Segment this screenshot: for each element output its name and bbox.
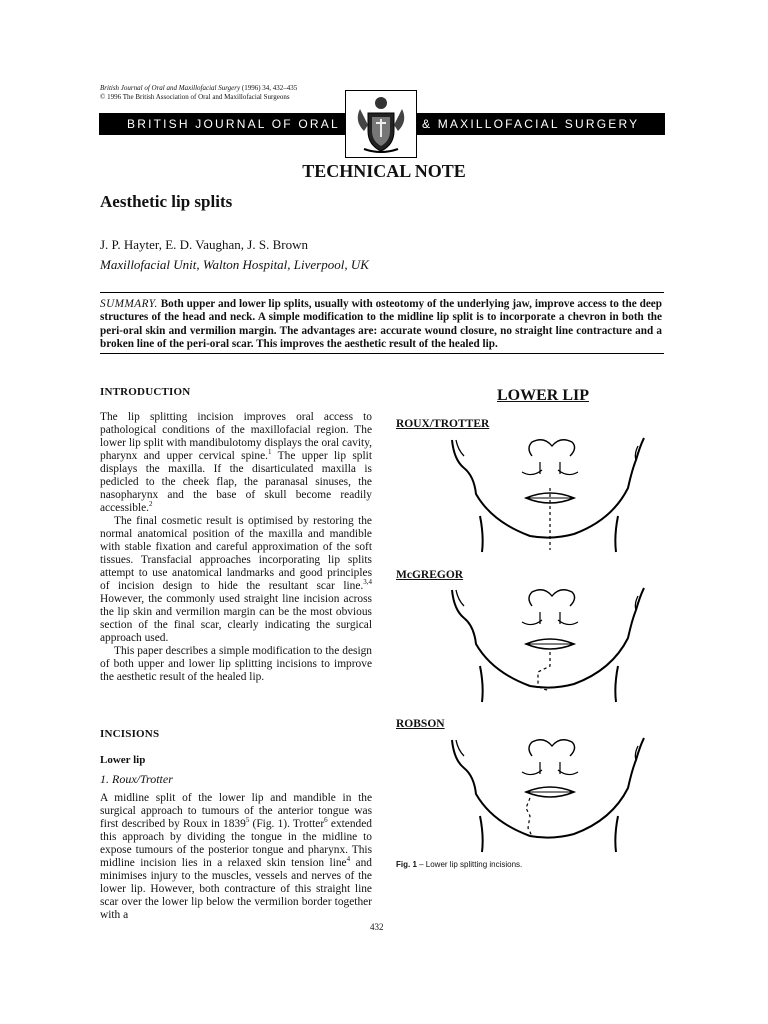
figure-label-roux-trotter: ROUX/TROTTER (396, 418, 490, 430)
banner-right-text: & MAXILLOFACIAL SURGERY (422, 117, 640, 131)
face-diagram-roux-trotter (440, 436, 660, 554)
summary-paragraph (100, 298, 662, 351)
introduction-heading: INTRODUCTION (100, 386, 191, 398)
introduction-body (100, 411, 372, 684)
reference-marker: 2 (149, 500, 153, 509)
face-diagram-robson (440, 736, 660, 854)
citation-volume: (1996) 34, 432–435 (240, 84, 298, 92)
summary-label: SUMMARY. (100, 298, 158, 310)
figure-label-mcgregor: McGREGOR (396, 569, 464, 581)
reference-marker: 6 (324, 816, 328, 825)
figure-heading: LOWER LIP (497, 387, 590, 404)
reference-marker: 4 (346, 855, 351, 864)
roux-trotter-subheading: 1. Roux/Trotter (100, 772, 173, 786)
incisions-body (100, 792, 372, 922)
lower-lip-subheading: Lower lip (100, 754, 146, 766)
journal-crest-logo (345, 90, 417, 158)
reference-marker: 3,4 (363, 578, 372, 587)
figure-label-robson: ROBSON (396, 718, 445, 730)
article-title: Aesthetic lip splits (100, 192, 233, 211)
incisions-heading: INCISIONS (100, 728, 160, 740)
section-heading: TECHNICAL NOTE (302, 161, 466, 181)
figure-caption (396, 860, 522, 869)
intro-paragraph-1: The lip splitting incision improves oral access to pathological conditions of the maxillofacial region. The lower lip split with mandibulotomy displays the oral cavity, pharynx and upper cervical spine.$^1$ The upper lip split displays the maxilla. If the disarticulated maxilla is pedicled to the cheek flap, the paranasal sinuses, the nasopharynx and the base of skull become readily accessible.$^2$ (100, 411, 372, 514)
caption-text: – Lower lip splitting incisions. (416, 860, 523, 869)
affiliation: Maxillofacial Unit, Walton Hospital, Liverpool, UK (100, 257, 369, 272)
banner-left-text: BRITISH JOURNAL OF ORAL (127, 117, 340, 131)
caption-number: Fig. 1 (396, 860, 417, 869)
authors: J. P. Hayter, E. D. Vaughan, J. S. Brown (100, 237, 308, 252)
reference-marker: 5 (245, 816, 250, 825)
page-number: 432 (370, 922, 384, 932)
citation-block (100, 84, 297, 102)
incisions-paragraph-1: A midline split of the lower lip and mandible in the surgical approach to tumours of the anterior tongue was first described by Roux in 1839$^5$ (Fig. 1). Trotter$^6$ extended this approach by dividing the tongue in the midline to expose tumours of the posterior tongue and pharynx. This midline incision lies in a relaxed skin tension line$^4$ and minimises injury to the muscles, vessels and nerves of the lower lip. However, both contracture of this straight line scar over the lower lip below the vermilion border together with a (100, 792, 373, 921)
intro-paragraph-2: The final cosmetic result is optimised by restoring the normal anatomical position of the maxilla and mandible with stable fixation and careful approximation of the soft tissues. Transfacial approaches incorporating lip splits attempt to use anatomical landmarks and good principles of incision design to hide the resultant scar line.$^{3,4}$ However, the commonly used straight line incision across the lip skin and vermilion margin can be the most obvious section of the final scar, clearly indicating the surgical approach used. (100, 515, 372, 644)
reference-marker: 1 (268, 448, 272, 457)
crest-icon (346, 91, 416, 157)
copyright-line: © 1996 The British Association of Oral and Maxillofacial Surgeons (100, 93, 290, 101)
summary-bottom-rule (100, 353, 664, 354)
face-diagram-mcgregor (440, 586, 660, 704)
intro-paragraph-3: This paper describes a simple modification to the design of both upper and lower lip splitting incisions to improve the aesthetic result of the healed lip. (100, 645, 372, 683)
summary-top-rule (100, 292, 664, 293)
summary-text: Both upper and lower lip splits, usually with osteotomy of the underlying jaw, improve access to the deep structures of the head and neck. A simple modification to the midline lip split is to incorporate a chevron in both the peri-oral skin and vermilion margin. The advantages are: accurate wound closure, no straight line contracture and a broken line of the peri-oral scar. This improves the aesthetic result of the healed lip. (100, 298, 662, 350)
citation-journal: British Journal of Oral and Maxillofacial Surgery (100, 84, 241, 92)
